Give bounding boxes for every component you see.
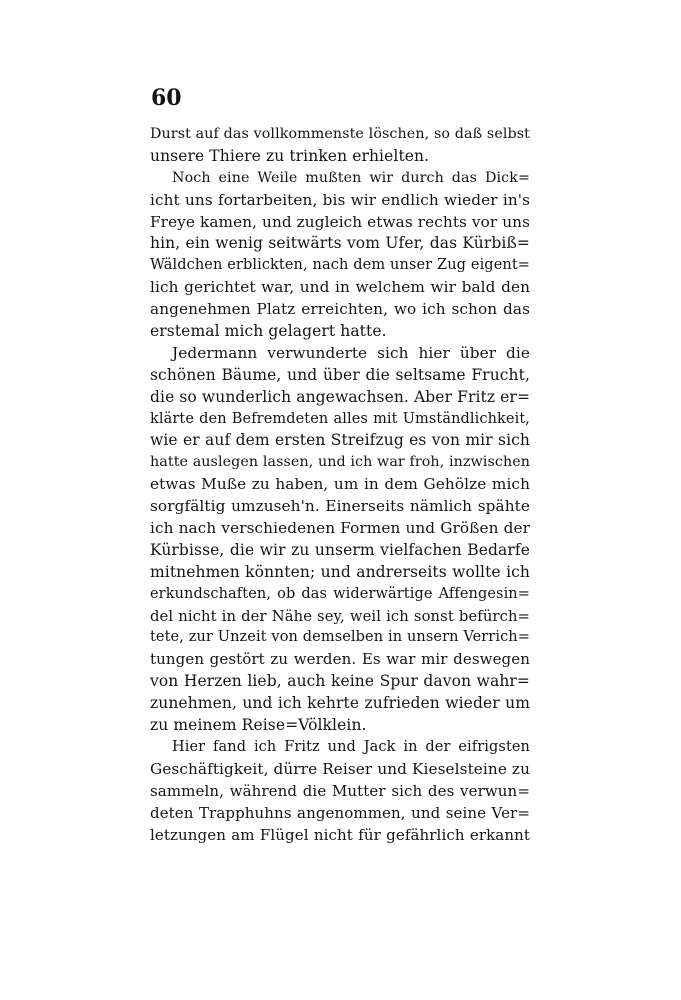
text-line: Noch eine Weile mußten wir durch das Dick= [172, 169, 530, 186]
text-line: del nicht in der Nähe sey, weil ich sonst befürch= [150, 607, 530, 625]
text-line: tete, zur Unzeit von demselben in unsern Verrich= [150, 629, 530, 646]
text-line: hin, ein wenig seitwärts vom Ufer, das Kürbiß= [150, 234, 530, 253]
text-line: unsere Thiere zu trinken erhielten. [150, 146, 430, 165]
text-line: etwas Muße zu haben, um in dem Gehölze mich [150, 475, 530, 494]
text-line: deten Trapphuhns angenommen, und seine Ver= [150, 803, 530, 822]
body-text [150, 124, 530, 846]
text-line: lich gerichtet war, und in welchem wir bald den [150, 278, 530, 297]
text-line: zunehmen, und ich kehrte zufrieden wieder um [150, 694, 530, 713]
text-line: Durst auf das vollkommenste löschen, so daß selbst [150, 126, 530, 142]
text-line: die so wunderlich angewachsen. Aber Fritz er= [150, 387, 531, 406]
text-line: letzungen am Flügel nicht für gefährlich erkannt [150, 825, 530, 844]
text-line: zu meinem Reise=Völklein. [150, 716, 367, 735]
text-line: icht uns fortarbeiten, bis wir endlich wieder in's [150, 190, 530, 209]
text-line: Kürbisse, die wir zu unserm vielfachen Bedarfe [150, 540, 530, 559]
text-line: erstemal mich gelagert hatte. [150, 322, 387, 341]
text-line: tungen gestört zu werden. Es war mir deswegen [150, 650, 530, 669]
text-line: von Herzen lieb, auch keine Spur davon wahr= [150, 672, 530, 691]
text-line: sorgfältig umzuseh'n. Einerseits nämlich spähte [150, 497, 530, 516]
text-line: klärte den Befremdeten alles mit Umständlichkeit, [150, 410, 530, 427]
text-line: ich nach verschiedenen Formen und Größen der [150, 519, 530, 538]
text-line: erkundschaften, ob das widerwärtige Affengesin= [150, 585, 530, 602]
text-line: Jedermann verwunderte sich hier über die [172, 343, 530, 362]
text-line: Hier fand ich Fritz und Jack in der eifrigsten [172, 738, 530, 755]
text-line: hatte auslegen lassen, und ich war froh, inzwischen [150, 454, 531, 471]
text-line: angenehmen Platz erreichten, wo ich schon das [150, 300, 530, 319]
text-line: sammeln, während die Mutter sich des verwun= [150, 781, 530, 800]
text-line: Wäldchen erblickten, nach dem unser Zug eigent= [150, 257, 530, 274]
page-number: 60 [151, 85, 182, 111]
text-line: schönen Bäume, und über die seltsame Frucht, [150, 365, 530, 384]
text-line: Freye kamen, und zugleich etwas rechts vor uns [150, 212, 531, 231]
text-line: wie er auf dem ersten Streifzug es von mir sich [150, 431, 530, 450]
text-line: Geschäftigkeit, dürre Reiser und Kieselsteine zu [150, 759, 530, 778]
text-line: mitnehmen könnten; und andrerseits wollte ich [150, 562, 530, 581]
